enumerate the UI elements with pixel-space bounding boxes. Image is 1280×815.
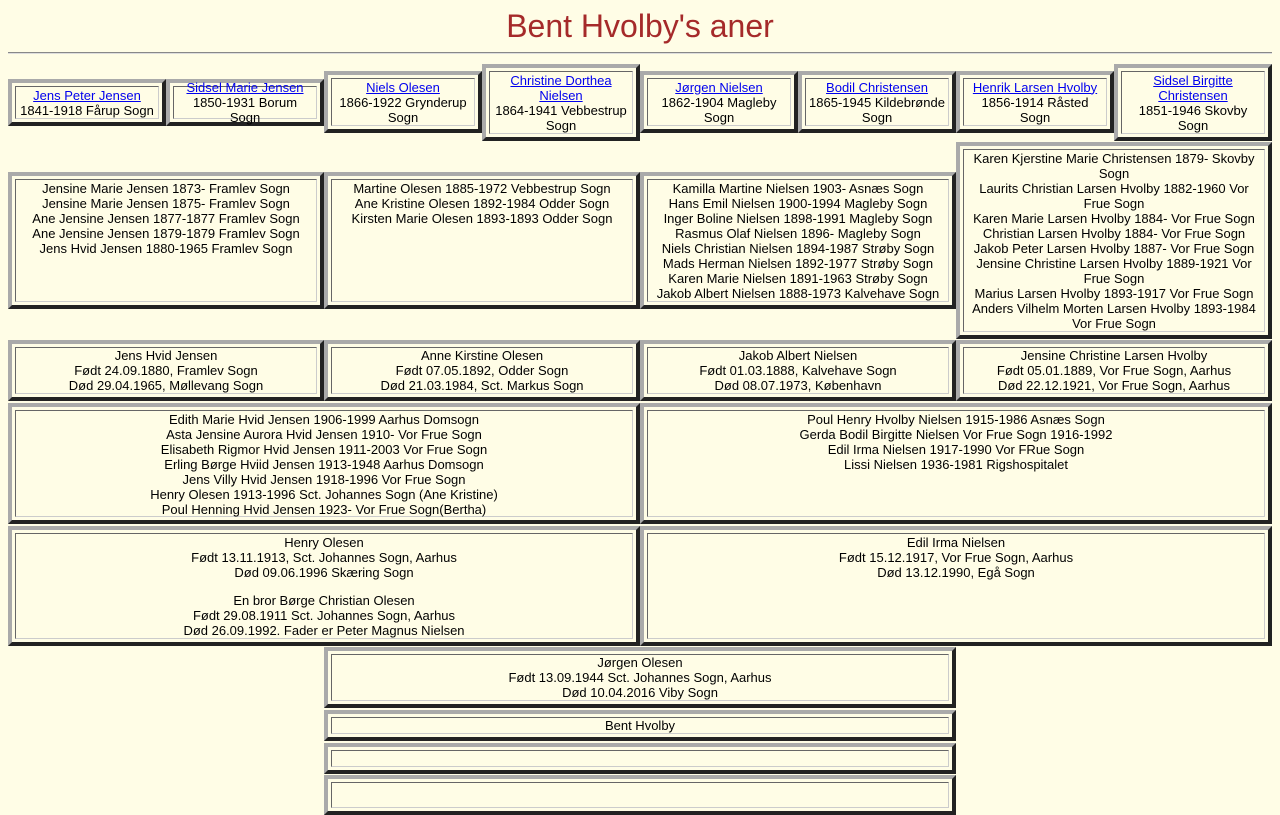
siblings-box — [956, 142, 1272, 339]
person-line: Født 29.08.1911 Sct. Johannes Sogn, Aarhus — [192, 608, 456, 623]
ancestor-link[interactable]: Henrik Larsen Hvolby — [972, 79, 1098, 95]
person-line: Født 07.05.1892, Odder Sogn — [395, 363, 569, 378]
person-line: Død 22.12.1921, Vor Frue Sogn, Aarhus — [998, 378, 1230, 393]
self-box — [324, 710, 956, 741]
siblings-box — [8, 403, 640, 524]
sibling-entry: Elisabeth Rigmor Hvid Jensen 1911-2003 Vor Frue Sogn — [160, 442, 488, 457]
person-line: Født 13.11.1913, Sct. Johannes Sogn, Aarhus — [191, 550, 457, 565]
sibling-entry: Gerda Bodil Birgitte Nielsen Vor Frue Sogn 1916-1992 — [799, 427, 1113, 442]
sibling-entry: Inger Boline Nielsen 1898-1991 Magleby Sogn — [663, 211, 933, 226]
person-line: Jensine Christine Larsen Hvolby — [1020, 348, 1208, 363]
sibling-entry: Karen Marie Larsen Hvolby 1884- Vor Frue Sogn — [973, 211, 1255, 226]
ancestor-link[interactable]: Christine Dorthea Nielsen — [510, 72, 612, 103]
person-line: Død 13.12.1990, Egå Sogn — [877, 565, 1035, 580]
sibling-entry: Jensine Marie Jensen 1875- Framlev Sogn — [42, 196, 290, 211]
sibling-entry: Jakob Albert Nielsen 1888-1973 Kalvehave Sogn — [656, 286, 940, 301]
person-line: Anne Kirstine Olesen — [420, 348, 544, 363]
person-line: Død 26.09.1992. Fader er Peter Magnus Nielsen — [183, 623, 465, 638]
person-line: Jens Hvid Jensen — [114, 348, 218, 363]
grandparent-box — [8, 340, 324, 401]
parent-box — [640, 526, 1272, 646]
sibling-entry: Hans Emil Nielsen 1900-1994 Magleby Sogn — [668, 196, 928, 211]
sibling-entry: Edith Marie Hvid Jensen 1906-1999 Aarhus Domsogn — [168, 412, 479, 427]
sibling-entry: Mads Herman Nielsen 1892-1977 Strøby Sogn — [662, 256, 934, 271]
siblings-box — [324, 172, 640, 309]
sibling-entry: Marius Larsen Hvolby 1893-1917 Vor Frue Sogn — [974, 286, 1254, 301]
person-line: Død 29.04.1965, Møllevang Sogn — [68, 378, 264, 393]
sibling-entry: Ane Jensine Jensen 1877-1877 Framlev Sogn — [32, 211, 300, 226]
person-line: Død 09.06.1996 Skæring Sogn — [234, 565, 414, 580]
grandparent-box — [324, 340, 640, 401]
person-line: Født 24.09.1880, Framlev Sogn — [74, 363, 258, 378]
sibling-entry: Edil Irma Nielsen 1917-1990 Vor FRue Sogn — [827, 442, 1085, 457]
father-box — [324, 647, 956, 708]
ancestor-link[interactable]: Sidsel Birgitte Christensen — [1153, 72, 1233, 103]
ancestor-box: Sidsel Marie Jensen 1850-1931 Borum Sogn — [166, 79, 324, 126]
person-line: Født 13.09.1944 Sct. Johannes Sogn, Aarhus — [508, 670, 772, 685]
self-name: Bent Hvolby — [604, 718, 676, 733]
divider — [8, 52, 1272, 54]
sibling-entry: Martine Olesen 1885-1972 Vebbestrup Sogn — [353, 181, 611, 196]
sibling-entry: Christian Larsen Hvolby 1884- Vor Frue Sogn — [982, 226, 1246, 241]
person-line: Edil Irma Nielsen — [906, 535, 1006, 550]
sibling-entry: Lissi Nielsen 1936-1981 Rigshospitalet — [843, 457, 1069, 472]
sibling-entry: Laurits Christian Larsen Hvolby 1882-1960 Vor Frue Sogn — [979, 181, 1249, 211]
sibling-entry: Karen Kjerstine Marie Christensen 1879- Skovby Sogn — [973, 151, 1255, 181]
ancestor-box: Sidsel Birgitte Christensen 1851-1946 Skovby Sogn — [1114, 64, 1272, 141]
person-line: Jørgen Olesen — [597, 655, 683, 670]
sibling-entry: Jensine Christine Larsen Hvolby 1889-1921 Vor Frue Sogn — [976, 256, 1252, 286]
empty-box — [324, 775, 956, 815]
ancestor-box: Christine Dorthea Nielsen 1864-1941 Vebbestrup Sogn — [482, 64, 640, 141]
page-title: Bent Hvolby's aner — [506, 8, 774, 44]
ancestor-box: Henrik Larsen Hvolby 1856-1914 Råsted Sogn — [956, 71, 1114, 133]
ancestor-link[interactable]: Sidsel Marie Jensen — [186, 80, 304, 95]
ancestor-link[interactable]: Bodil Christensen — [826, 79, 928, 95]
sibling-entry: Erling Børge Hviid Jensen 1913-1948 Aarhus Domsogn — [164, 457, 484, 472]
empty-box — [324, 743, 956, 774]
ancestor-link[interactable]: Jens Peter Jensen — [33, 87, 141, 103]
sibling-entry: Kamilla Martine Nielsen 1903- Asnæs Sogn — [672, 181, 924, 196]
sibling-entry: Poul Henning Hvid Jensen 1923- Vor Frue Sogn(Bertha) — [161, 502, 487, 517]
person-line: Jakob Albert Nielsen — [738, 348, 858, 363]
person-line: Født 05.01.1889, Vor Frue Sogn, Aarhus — [996, 363, 1232, 378]
ancestor-box: Bodil Christensen 1865-1945 Kildebrønde Sogn — [798, 71, 956, 133]
person-line: Død 21.03.1984, Sct. Markus Sogn — [380, 378, 584, 393]
sibling-entry: Jensine Marie Jensen 1873- Framlev Sogn — [42, 181, 290, 196]
siblings-box — [8, 172, 324, 309]
person-line: Henry Olesen — [284, 535, 364, 550]
ancestor-box: Jørgen Nielsen 1862-1904 Magleby Sogn — [640, 71, 798, 133]
person-line: Født 01.03.1888, Kalvehave Sogn — [699, 363, 897, 378]
person-line: Død 10.04.2016 Viby Sogn — [562, 685, 718, 700]
ancestor-link[interactable]: Niels Olesen — [366, 79, 440, 95]
sibling-entry: Henry Olesen 1913-1996 Sct. Johannes Sogn (Ane Kristine) — [150, 487, 498, 502]
ancestor-box: Niels Olesen 1866-1922 Grynderup Sogn — [324, 71, 482, 133]
sibling-entry: Anders Vilhelm Morten Larsen Hvolby 1893-1984 Vor Frue Sogn — [972, 301, 1256, 331]
sibling-entry: Rasmus Olaf Nielsen 1896- Magleby Sogn — [675, 226, 921, 241]
siblings-box — [640, 172, 956, 309]
siblings-box — [640, 403, 1272, 524]
person-line: Født 15.12.1917, Vor Frue Sogn, Aarhus — [838, 550, 1074, 565]
parent-box — [8, 526, 640, 646]
sibling-entry: Jens Villy Hvid Jensen 1918-1996 Vor Frue Sogn — [182, 472, 466, 487]
person-line: En bror Børge Christian Olesen — [233, 593, 415, 608]
person-line: Død 08.07.1973, København — [714, 378, 882, 393]
ancestor-box: Jens Peter Jensen 1841-1918 Fårup Sogn — [8, 79, 166, 126]
sibling-entry: Jakob Peter Larsen Hvolby 1887- Vor Frue Sogn — [973, 241, 1255, 256]
grandparent-box — [956, 340, 1272, 401]
sibling-entry: Niels Christian Nielsen 1894-1987 Strøby Sogn — [661, 241, 935, 256]
sibling-entry: Asta Jensine Aurora Hvid Jensen 1910- Vor Frue Sogn — [166, 427, 482, 442]
sibling-entry: Jens Hvid Jensen 1880-1965 Framlev Sogn — [39, 241, 293, 256]
sibling-entry: Poul Henry Hvolby Nielsen 1915-1986 Asnæs Sogn — [807, 412, 1105, 427]
ancestor-link[interactable]: Jørgen Nielsen — [675, 79, 763, 95]
grandparent-box — [640, 340, 956, 401]
sibling-entry: Ane Kristine Olesen 1892-1984 Odder Sogn — [354, 196, 610, 211]
sibling-entry: Ane Jensine Jensen 1879-1879 Framlev Sogn — [32, 226, 300, 241]
sibling-entry: Kirsten Marie Olesen 1893-1893 Odder Sogn — [351, 211, 613, 226]
sibling-entry: Karen Marie Nielsen 1891-1963 Strøby Sogn — [668, 271, 928, 286]
